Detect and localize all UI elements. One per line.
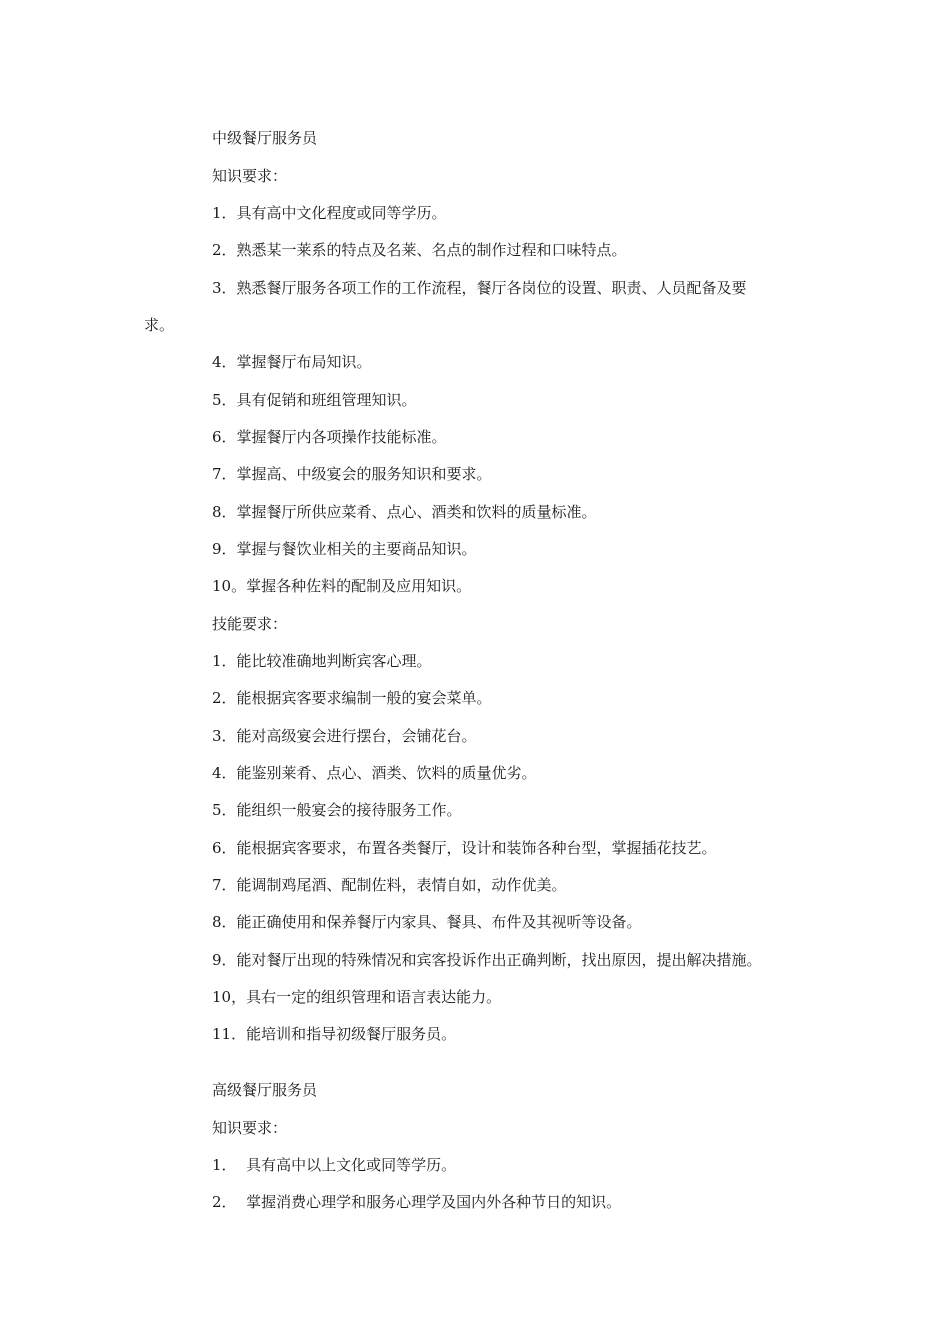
knowledge-item: 10。掌握各种佐料的配制及应用知识。 [212,577,472,595]
knowledge-item: 7．掌握高、中级宴会的服务知识和要求。 [212,465,492,483]
knowledge-item-continuation: 求。 [144,316,175,334]
knowledge-heading-mid: 知识要求： [212,167,288,185]
skill-item: 9．能对餐厅出现的特殊情况和宾客投诉作出正确判断，找出原因，提出解决措施。 [212,951,762,969]
knowledge-item: 4．掌握餐厅布局知识。 [212,353,372,371]
knowledge-item: 6．掌握餐厅内各项操作技能标准。 [212,428,447,446]
skill-item: 3．能对高级宴会进行摆台，会铺花台。 [212,727,477,745]
skill-item: 8．能正确使用和保养餐厅内家具、餐具、布件及其视听等设备。 [212,913,642,931]
skill-item: 4．能鉴别莱肴、点心、酒类、饮料的质量优劣。 [212,764,537,782]
knowledge-heading-senior: 知识要求： [212,1119,288,1137]
knowledge-item: 3．熟悉餐厅服务各项工作的工作流程，餐厅各岗位的设置、职责、人员配备及要 [212,279,747,297]
knowledge-item: 2． 掌握消费心理学和服务心理学及国内外各种节日的知识。 [212,1193,622,1211]
skill-item: 11．能培训和指导初级餐厅服务员。 [212,1025,457,1043]
skill-item: 2．能根据宾客要求编制一般的宴会菜单。 [212,689,492,707]
skills-heading-mid: 技能要求： [212,615,288,633]
skill-item: 1．能比较准确地判断宾客心理。 [212,652,432,670]
section-title-mid: 中级餐厅服务员 [212,129,318,147]
skill-item: 7．能调制鸡尾酒、配制佐料，表情自如，动作优美。 [212,876,567,894]
knowledge-item: 1．具有高中文化程度或同等学历。 [212,204,447,222]
skill-item: 10，具右一定的组织管理和语言表达能力。 [212,988,502,1006]
knowledge-item: 1． 具有高中以上文化或同等学历。 [212,1156,457,1174]
knowledge-item: 5．具有促销和班组管理知识。 [212,391,417,409]
section-title-senior: 高级餐厅服务员 [212,1081,318,1099]
knowledge-item: 8．掌握餐厅所供应菜肴、点心、酒类和饮料的质量标准。 [212,503,597,521]
skill-item: 5．能组织一般宴会的接待服务工作。 [212,801,462,819]
knowledge-item: 2．熟悉某一莱系的特点及名莱、名点的制作过程和口味特点。 [212,241,627,259]
skill-item: 6．能根据宾客要求，布置各类餐厅，设计和装饰各种台型，掌握插花技艺。 [212,839,717,857]
knowledge-item: 9．掌握与餐饮业相关的主要商品知识。 [212,540,477,558]
